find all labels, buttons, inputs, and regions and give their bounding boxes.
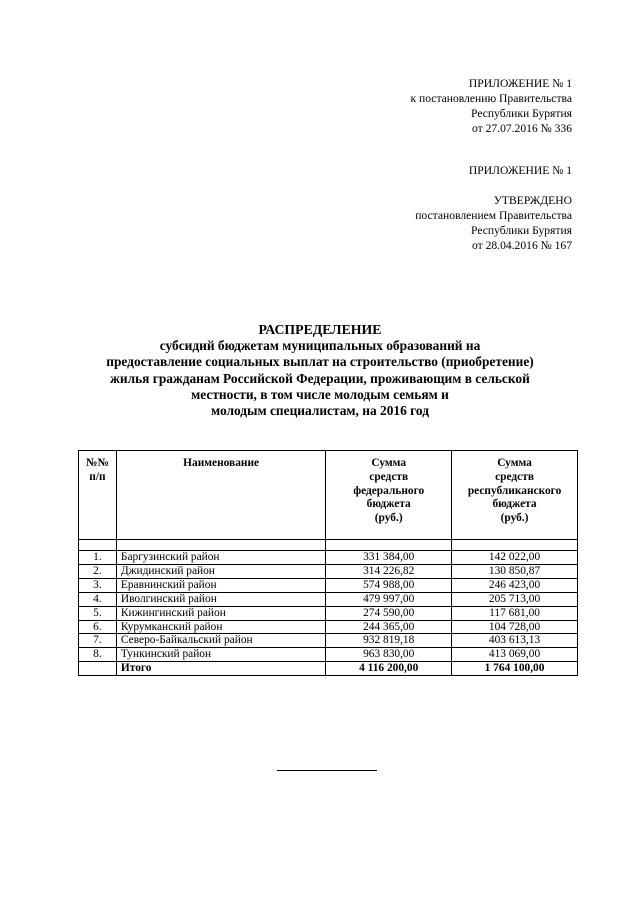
annex-date: от 27.07.2016 № 336 — [471, 122, 572, 135]
row-federal-amount: 274 590,00 — [326, 606, 452, 620]
row-number: 4. — [79, 592, 117, 606]
annex-header-1 — [410, 76, 572, 136]
row-number: 8. — [79, 648, 117, 662]
row-federal-amount: 314 226,82 — [326, 564, 452, 578]
row-district: Баргузинский район — [116, 551, 325, 565]
row-republic-amount: 117 681,00 — [452, 606, 578, 620]
row-district: Кижингинский район — [116, 606, 325, 620]
header-federal-budget: Сумма средств федерального бюджета (руб.) — [326, 451, 452, 540]
table-row — [79, 578, 578, 592]
row-republic-amount: 205 713,00 — [452, 592, 578, 606]
distribution-table — [78, 450, 578, 676]
row-federal-amount: 932 819,18 — [326, 634, 452, 648]
table-row — [79, 648, 578, 662]
table-row — [79, 634, 578, 648]
document-title — [60, 322, 580, 419]
row-federal-amount: 963 830,00 — [326, 648, 452, 662]
row-republic-amount: 246 423,00 — [452, 578, 578, 592]
title-line: местности, в том числе молодым семьям и — [191, 386, 449, 402]
title-line: предоставление социальных выплат на строительство (приобретение) — [106, 354, 534, 370]
row-republic-amount: 130 850,87 — [452, 564, 578, 578]
row-federal-amount: 244 365,00 — [326, 620, 452, 634]
annex-title: ПРИЛОЖЕНИЕ № 1 — [468, 164, 572, 177]
row-number: 1. — [79, 551, 117, 565]
row-federal-amount: 331 384,00 — [326, 551, 452, 565]
row-district: Северо-Байкальский район — [116, 634, 325, 648]
row-district: Тункинский район — [116, 648, 325, 662]
row-republic-amount: 104 728,00 — [452, 620, 578, 634]
annex-reference: Республики Бурятия — [471, 107, 572, 120]
table-row — [79, 564, 578, 578]
approval-reference: постановлением Правительства — [415, 209, 572, 222]
title-line: жилья гражданам Российской Федерации, проживающим в сельской — [110, 370, 530, 386]
row-republic-amount: 142 022,00 — [452, 551, 578, 565]
row-number: 3. — [79, 578, 117, 592]
header-republic-budget: Сумма средств республиканского бюджета (руб.) — [452, 451, 578, 540]
annex-reference: к постановлению Правительства — [410, 92, 572, 105]
spacer-row — [79, 540, 578, 551]
header-name: Наименование — [116, 451, 325, 540]
approval-date: от 28.04.2016 № 167 — [471, 239, 572, 252]
row-district: Еравнинский район — [116, 578, 325, 592]
table-row — [79, 592, 578, 606]
total-federal-amount: 4 116 200,00 — [326, 662, 452, 676]
row-number: 2. — [79, 564, 117, 578]
title-heading: РАСПРЕДЕЛЕНИЕ — [258, 322, 382, 337]
approval-reference: Республики Бурятия — [471, 224, 572, 237]
title-line: субсидий бюджетам муниципальных образований на — [159, 338, 481, 354]
row-district: Курумканский район — [116, 620, 325, 634]
row-republic-amount: 403 613,13 — [452, 634, 578, 648]
total-number — [79, 662, 117, 676]
row-number: 7. — [79, 634, 117, 648]
total-label: Итого — [116, 662, 325, 676]
row-federal-amount: 574 988,00 — [326, 578, 452, 592]
row-number: 5. — [79, 606, 117, 620]
header-number: №№ п/п — [79, 451, 117, 540]
approval-label: УТВЕРЖДЕНО — [493, 194, 572, 207]
table-row — [79, 606, 578, 620]
title-line: молодым специалистам, на 2016 год — [211, 403, 429, 419]
row-number: 6. — [79, 620, 117, 634]
row-district: Иволгинский район — [116, 592, 325, 606]
row-district: Джидинский район — [116, 564, 325, 578]
annex-header-2 — [415, 163, 572, 253]
table-row — [79, 551, 578, 565]
annex-title: ПРИЛОЖЕНИЕ № 1 — [468, 77, 572, 90]
total-row — [79, 662, 578, 676]
total-republic-amount: 1 764 100,00 — [452, 662, 578, 676]
table-row — [79, 620, 578, 634]
separator-line — [277, 770, 377, 771]
row-republic-amount: 413 069,00 — [452, 648, 578, 662]
row-federal-amount: 479 997,00 — [326, 592, 452, 606]
